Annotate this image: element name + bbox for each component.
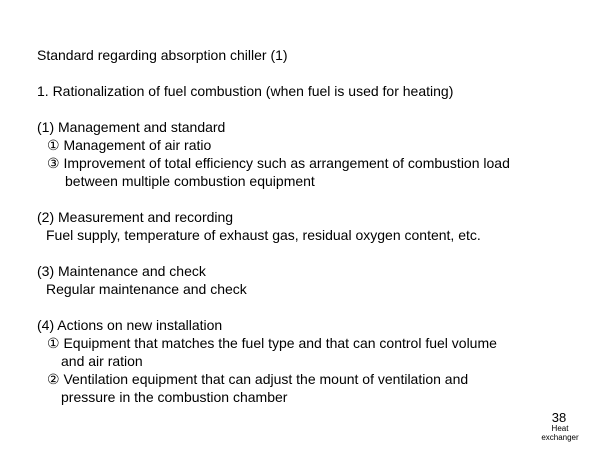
subsection-3-item-1: Regular maintenance and check	[46, 281, 247, 297]
subsection-heading-4: (4) Actions on new installation	[37, 317, 223, 333]
footer-label-line-1: Heat	[551, 424, 569, 433]
subsection-2-item-1: Fuel supply, temperature of exhaust gas, residual oxygen content, etc.	[46, 227, 481, 243]
page-number: 38	[551, 410, 567, 425]
subsection-4-item-1: ① Equipment that matches the fuel type and that can control fuel volume	[47, 335, 497, 351]
subsection-heading-2: (2) Measurement and recording	[37, 209, 234, 225]
subsection-1-item-2-cont: between multiple combustion equipment	[65, 173, 315, 189]
subsection-heading-3: (3) Maintenance and check	[37, 263, 206, 279]
subsection-1-item-1: ① Management of air ratio	[47, 137, 212, 153]
subsection-4-item-2-cont: pressure in the combustion chamber	[61, 389, 288, 405]
section-heading: 1. Rationalization of fuel combustion (when fuel is used for heating)	[37, 83, 454, 99]
subsection-4-item-1-cont: and air ration	[61, 353, 143, 369]
slide-title: Standard regarding absorption chiller (1)	[37, 47, 288, 63]
footer-label	[536, 424, 584, 442]
subsection-heading-1: (1) Management and standard	[37, 119, 226, 135]
subsection-1-item-2: ③ Improvement of total efficiency such as arrangement of combustion load	[47, 155, 510, 171]
footer-label-line-2: exchanger	[541, 433, 579, 442]
subsection-4-item-2: ② Ventilation equipment that can adjust the mount of ventilation and	[47, 371, 469, 387]
